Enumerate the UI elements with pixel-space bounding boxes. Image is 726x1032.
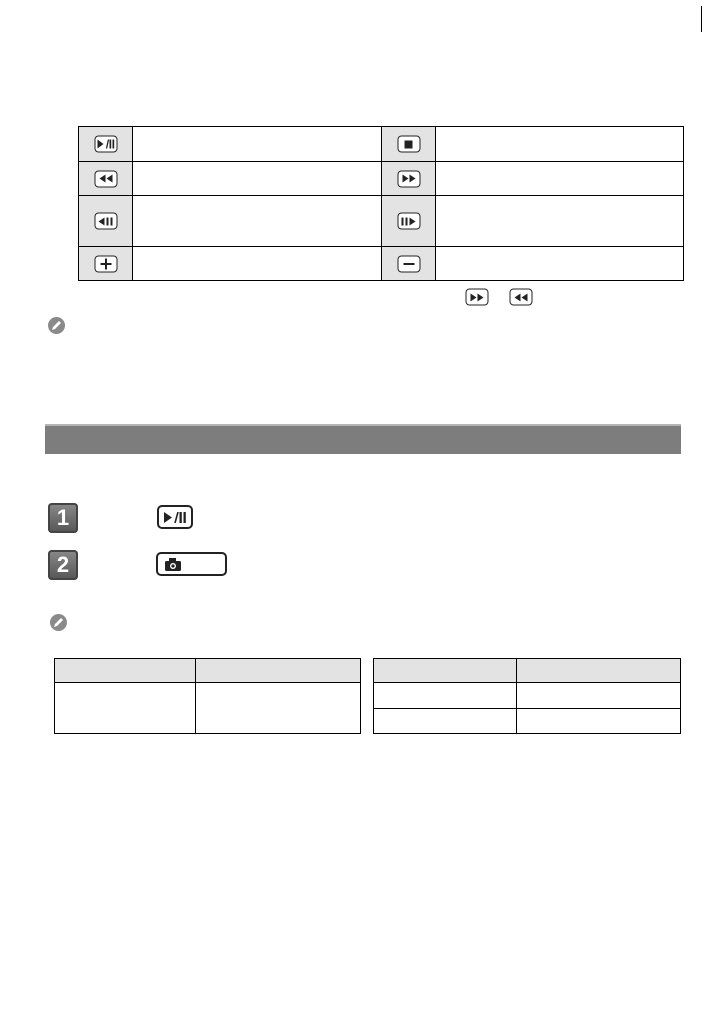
play-pause-icon	[94, 136, 117, 153]
spec-cell	[55, 683, 196, 734]
step-number: 1	[48, 503, 78, 533]
play-pause-icon	[157, 505, 193, 529]
note-pencil-icon	[48, 317, 65, 334]
spec-cell	[517, 683, 681, 709]
control-label	[444, 162, 679, 195]
frame-forward-icon	[397, 213, 420, 230]
rewind-icon	[510, 289, 533, 306]
control-label	[141, 196, 376, 246]
control-label	[444, 247, 679, 280]
rewind-icon	[94, 170, 117, 187]
stop-icon	[397, 136, 420, 153]
page-edge-marker	[701, 6, 702, 32]
spec-table-right	[373, 658, 681, 734]
control-row	[79, 127, 683, 161]
control-label	[141, 162, 376, 195]
playback-controls-table	[78, 126, 684, 281]
note-pencil-icon	[50, 614, 67, 631]
camera-icon	[156, 552, 227, 576]
control-label	[444, 196, 679, 246]
spec-table-left	[54, 658, 361, 734]
control-row	[79, 161, 683, 195]
step-number: 2	[48, 550, 78, 580]
spec-header	[55, 659, 196, 683]
minus-icon	[397, 255, 420, 272]
section-header-bar	[45, 424, 681, 454]
spec-header	[517, 659, 681, 683]
control-label	[444, 127, 679, 161]
fast-forward-icon	[397, 170, 420, 187]
control-label	[141, 247, 376, 280]
spec-cell	[196, 683, 361, 734]
fast-forward-icon	[466, 289, 489, 306]
frame-back-icon	[94, 213, 117, 230]
control-label	[141, 127, 376, 161]
control-row	[79, 195, 683, 246]
control-row	[79, 246, 683, 280]
plus-icon	[94, 255, 117, 272]
spec-header	[374, 659, 517, 683]
spec-cell	[517, 709, 681, 734]
spec-cell	[374, 683, 517, 709]
spec-cell	[374, 709, 517, 734]
spec-header	[196, 659, 361, 683]
